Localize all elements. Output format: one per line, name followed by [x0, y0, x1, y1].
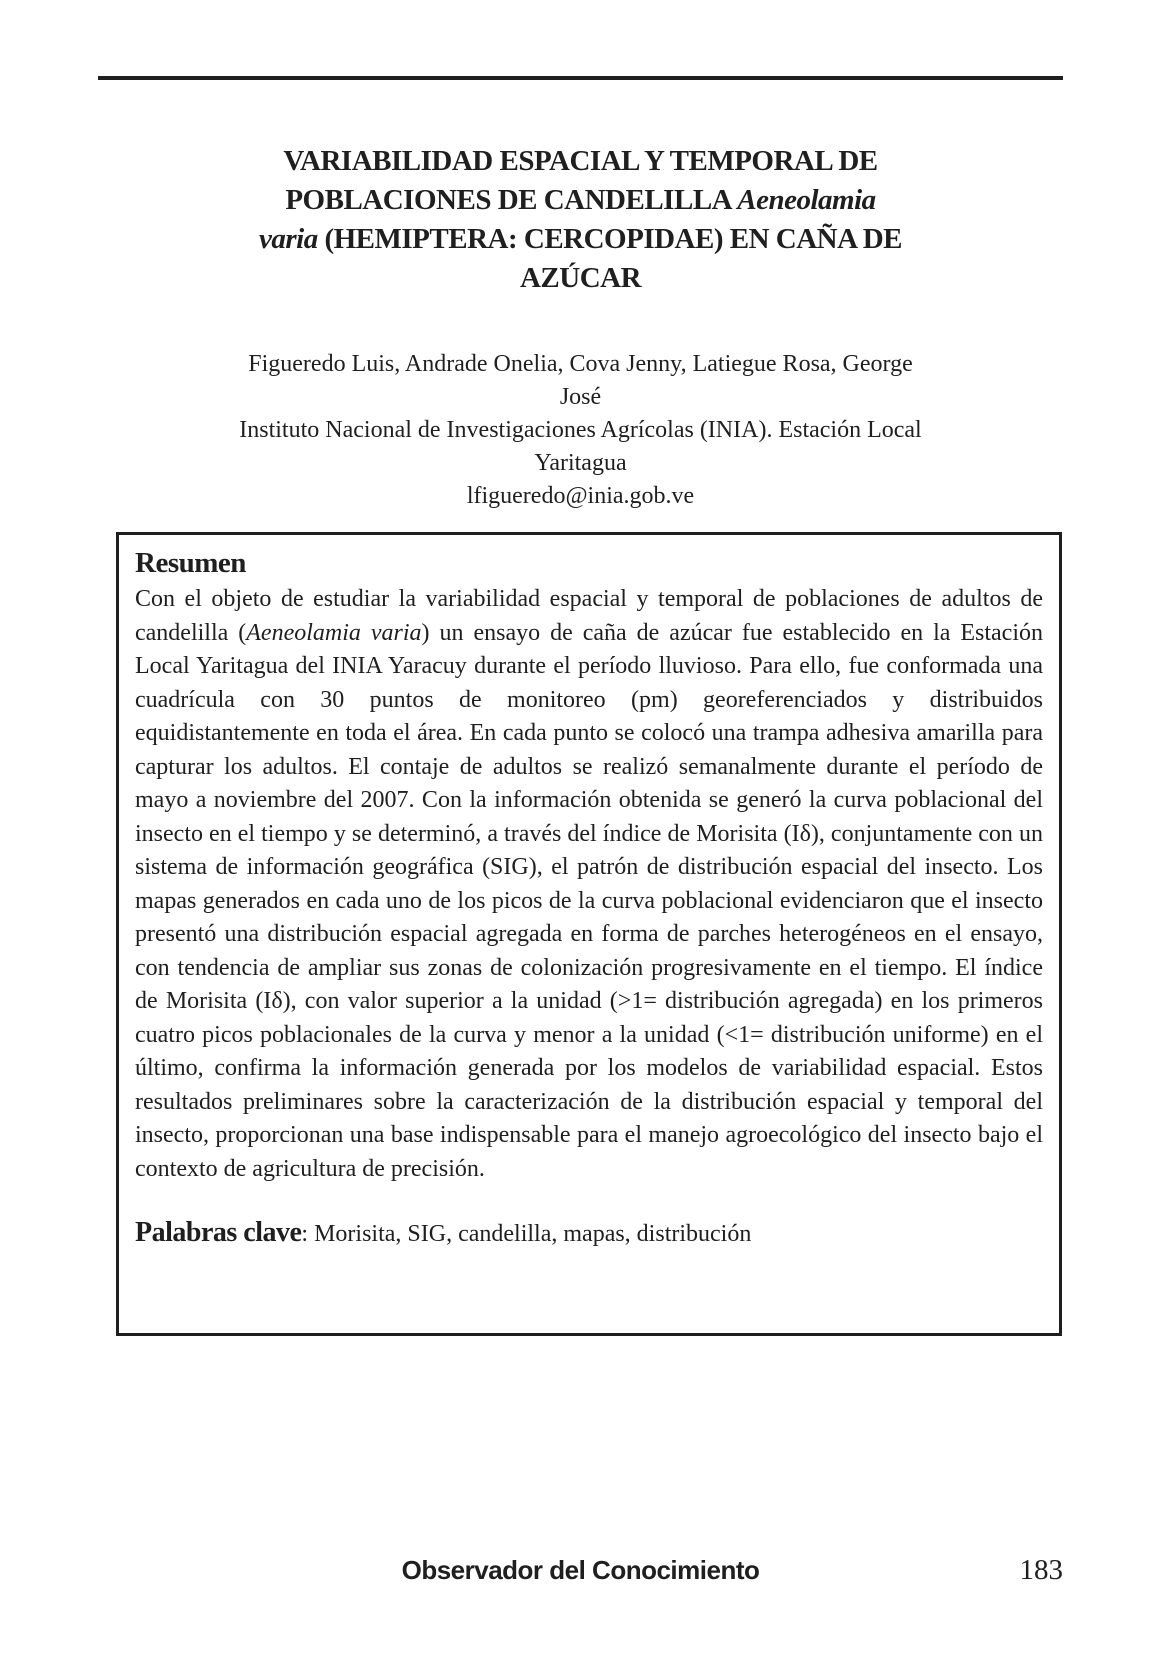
authors-line-1: Figueredo Luis, Andrade Onelia, Cova Jenny, Latiegue Rosa, George — [248, 351, 913, 377]
journal-name: Observador del Conocimiento — [401, 1555, 760, 1585]
article-title — [98, 142, 1063, 298]
authors-line-2: José — [559, 384, 602, 410]
keywords-line — [135, 1216, 1043, 1251]
author-block — [98, 348, 1063, 513]
title-line-3: varia (HEMIPTERA: CERCOPIDAE) EN CAÑA DE — [259, 223, 902, 255]
title-line-2: POBLACIONES DE CANDELILLA Aeneolamia — [285, 184, 876, 216]
title-line-4: AZÚCAR — [519, 262, 642, 294]
abstract-text: Con el objeto de estudiar la variabilidad espacial y temporal de poblaciones de adultos de candelilla (Aeneolamia varia) un ensayo de caña de azúcar fue establecido en la Estación Local Yaritagua del INIA Yaracuy durante el período lluvioso. Para ello, fue conformada una cuadrícula con 30 puntos de monitoreo (pm) georeferenciados y distribuidos equidistantemente en toda el área. En cada punto se colocó una trampa adhesiva amarilla para capturar los adultos. El contaje de adultos se realizó semanalmente durante el período de mayo a noviembre del 2007. Con la información obtenida se generó la curva poblacional del insecto en el tiempo y se determinó, a través del índice de Morisita (Iδ), conjuntamente con un sistema de información geográfica (SIG), el patrón de distribución espacial del insecto. Los mapas generados en cada uno de los picos de la curva poblacional evidenciaron que el insecto presentó una distribución espacial agregada en forma de parches heterogéneos en el ensayo, con tendencia de ampliar sus zonas de colonización progresivamente en el tiempo. El índice de Morisita (Iδ), con valor superior a la unidad (>1= distribución agregada) en los primeros cuatro picos poblacionales de la curva y menor a la unidad (<1= distribución uniforme) en el último, confirma la información generada por los modelos de variabilidad espacial. Estos resultados preliminares sobre la caracterización de la distribución espacial y temporal del insecto, proporcionan una base indispensable para el manejo agroecológico del insecto bajo el contexto de agricultura de precisión. — [135, 586, 1044, 1182]
abstract-box — [116, 532, 1062, 1336]
top-rule — [98, 76, 1063, 80]
abstract-heading: Resumen — [135, 547, 246, 579]
page-content — [98, 0, 1063, 1336]
title-line-1: VARIABILIDAD ESPACIAL Y TEMPORAL DE — [283, 145, 878, 177]
page-number: 183 — [1019, 1554, 1063, 1586]
keywords-value: : Morisita, SIG, candelilla, mapas, distribución — [301, 1221, 752, 1247]
affiliation-line-2: Yaritagua — [534, 450, 627, 476]
page-footer — [98, 1551, 1063, 1593]
author-email: lfigueredo@inia.gob.ve — [466, 483, 695, 509]
affiliation-line-1: Instituto Nacional de Investigaciones Agrícolas (INIA). Estación Local — [239, 417, 922, 443]
keywords-label: Palabras clave — [135, 1217, 302, 1248]
